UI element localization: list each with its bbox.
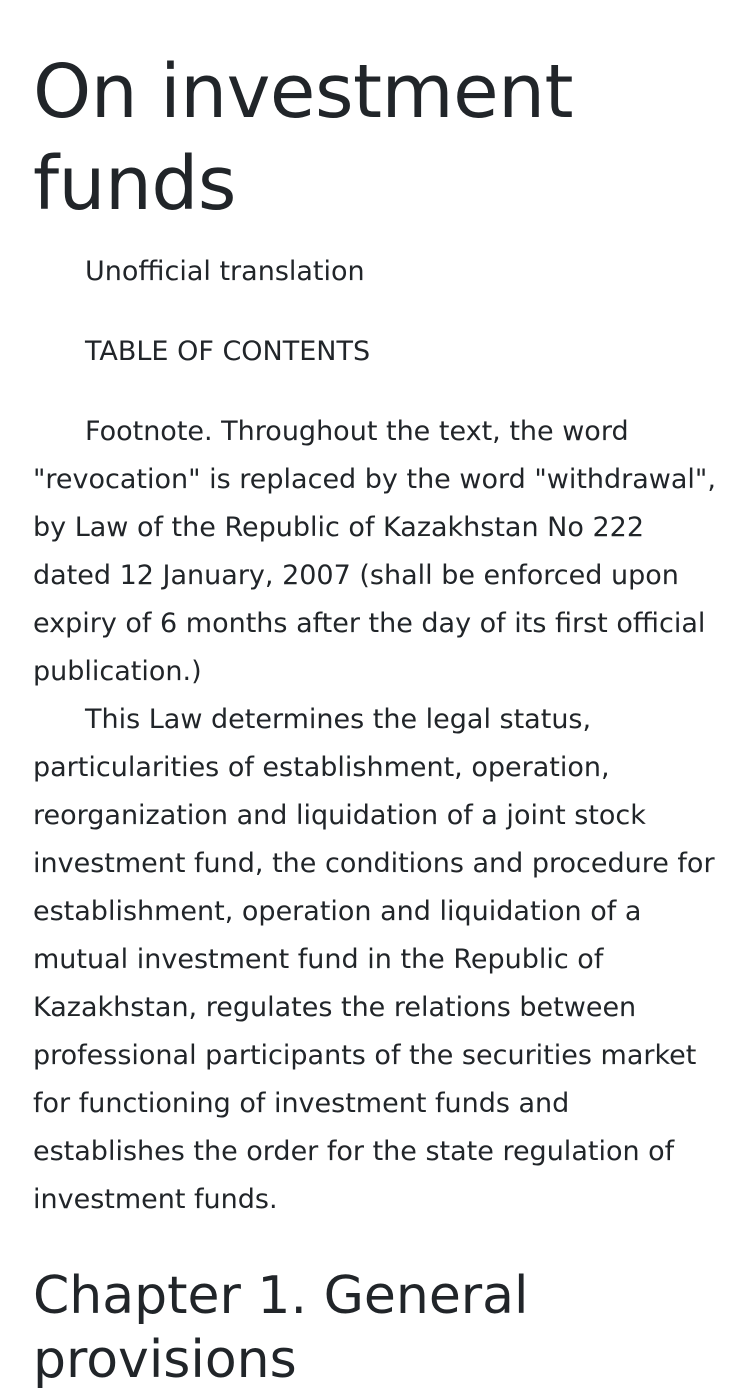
table-of-contents-link[interactable]: TABLE OF CONTENTS bbox=[85, 336, 371, 367]
chapter-heading: Chapter 1. General provisions bbox=[33, 1266, 529, 1390]
footnote-paragraph: Footnote. Throughout the text, the word "revocation" is replaced by the word "withdrawal", by Law of the Republic of Kazakhstan No 222 dated 12 January, 2007 (shall be enforced upon expiry of 6 months after the day of its first official publication.) bbox=[33, 416, 716, 687]
document-page bbox=[33, 0, 723, 1392]
document-title: On investment funds bbox=[33, 49, 574, 227]
unofficial-translation-label: Unofficial translation bbox=[85, 256, 365, 287]
preamble-paragraph: This Law determines the legal status, particularities of establishment, operation, reorganization and liquidation of a joint stock investment fund, the conditions and procedure for establishment, operation and liquidation of a mutual investment fund in the Republic of Kazakhstan, regulates the relations between professional participants of the securities market for functioning of investment funds and establishes the order for the state regulation of investment funds. bbox=[33, 704, 715, 1215]
